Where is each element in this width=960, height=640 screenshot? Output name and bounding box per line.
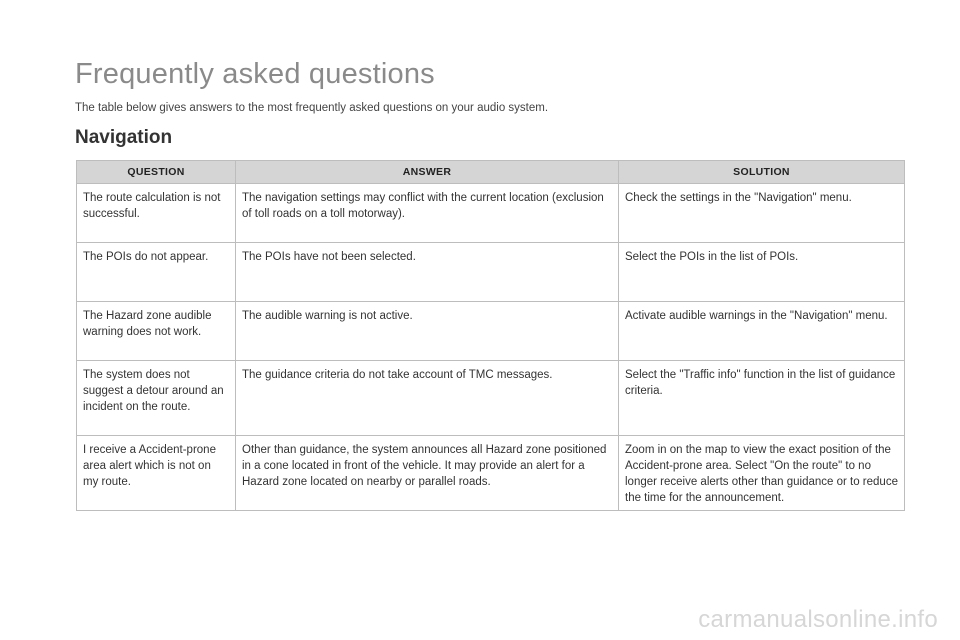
header-solution: SOLUTION xyxy=(619,161,905,184)
faq-table xyxy=(76,160,905,511)
header-answer: ANSWER xyxy=(236,161,619,184)
solution-cell: Zoom in on the map to view the exact position of the Accident-prone area. Select "On the route" to no longer receive alerts other than guidance or to reduce the time for the announcement. xyxy=(619,436,905,511)
question-cell: The Hazard zone audible warning does not work. xyxy=(77,302,236,361)
answer-cell: The POIs have not been selected. xyxy=(236,243,619,302)
watermark: carmanualsonline.info xyxy=(698,606,938,633)
table-row xyxy=(77,184,905,243)
question-cell: The route calculation is not successful. xyxy=(77,184,236,243)
question-cell: The POIs do not appear. xyxy=(77,243,236,302)
question-cell: The system does not suggest a detour around an incident on the route. xyxy=(77,361,236,436)
solution-cell: Select the "Traffic info" function in the list of guidance criteria. xyxy=(619,361,905,436)
table-row xyxy=(77,243,905,302)
answer-cell: The audible warning is not active. xyxy=(236,302,619,361)
solution-cell: Activate audible warnings in the "Navigation" menu. xyxy=(619,302,905,361)
answer-cell: The guidance criteria do not take account of TMC messages. xyxy=(236,361,619,436)
solution-cell: Select the POIs in the list of POIs. xyxy=(619,243,905,302)
header-question: QUESTION xyxy=(77,161,236,184)
answer-cell: Other than guidance, the system announces all Hazard zone positioned in a cone located in front of the vehicle. It may provide an alert for a Hazard zone located on nearby or parallel roads. xyxy=(236,436,619,511)
table-header-row xyxy=(77,161,905,184)
section-heading: Navigation xyxy=(75,127,173,148)
intro-text: The table below gives answers to the most frequently asked questions on your audio system. xyxy=(75,102,549,114)
solution-cell: Check the settings in the "Navigation" menu. xyxy=(619,184,905,243)
table-row xyxy=(77,361,905,436)
answer-cell: The navigation settings may conflict with the current location (exclusion of toll roads on a toll motorway). xyxy=(236,184,619,243)
table-row xyxy=(77,436,905,511)
page-title: Frequently asked questions xyxy=(75,58,435,90)
table-row xyxy=(77,302,905,361)
question-cell: I receive a Accident-prone area alert which is not on my route. xyxy=(77,436,236,511)
